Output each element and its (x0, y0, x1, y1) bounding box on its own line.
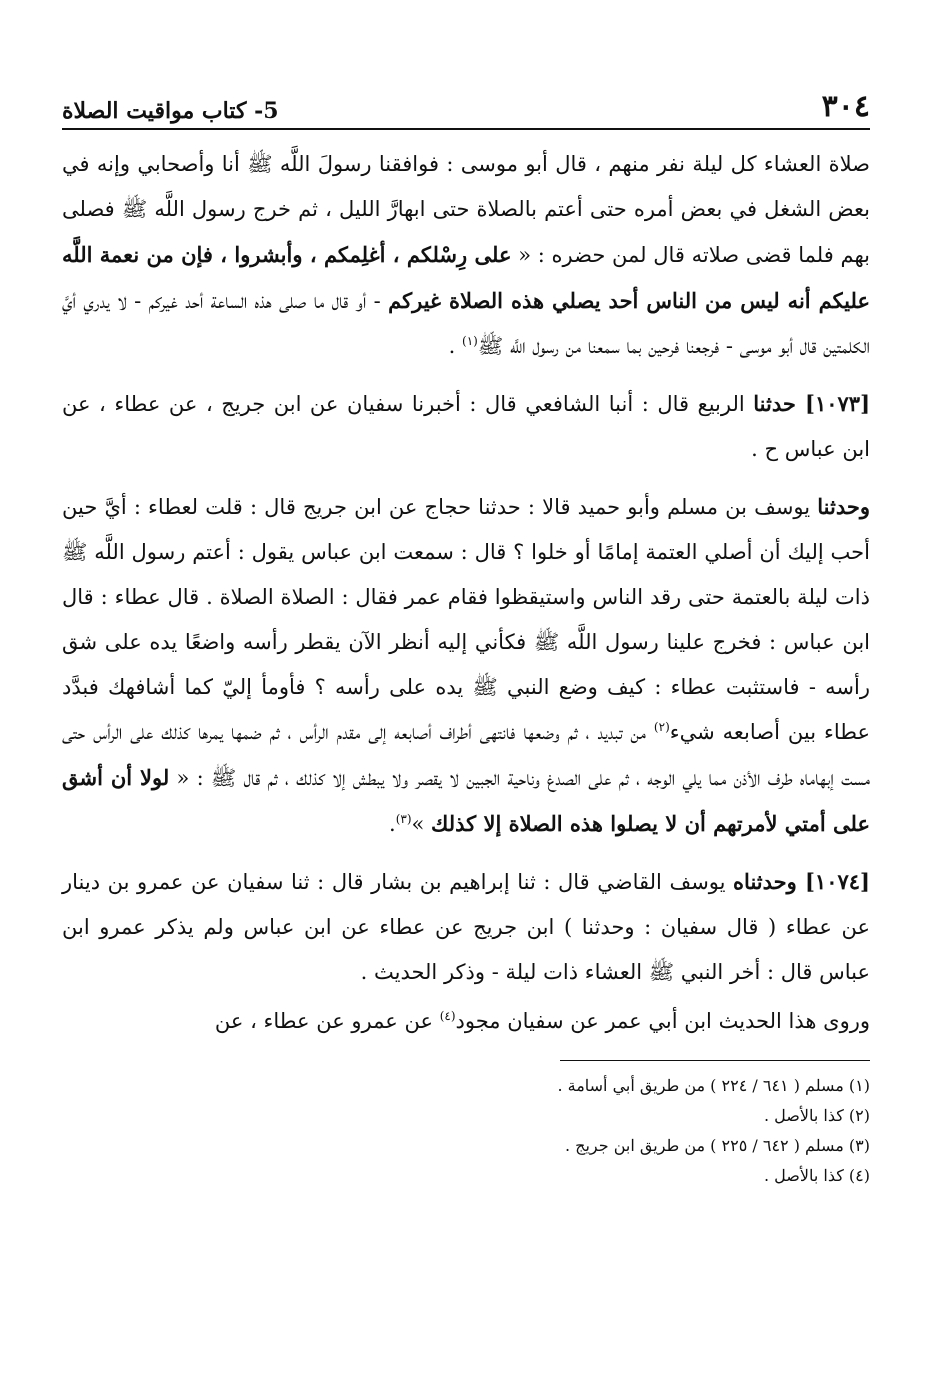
footnote-4: (٤) كذا بالأصل . (763, 1166, 870, 1185)
footnotes (62, 1071, 870, 1191)
bold-text-run: وحدثنا (817, 494, 870, 519)
bold-text-run: لولا أن أشق على أمتي لأمرتهم أن لا يصلوا هذه الصلاة إلا كذلك (62, 765, 870, 836)
paragraph-continuation (62, 142, 870, 369)
running-header (62, 70, 870, 130)
text-run: يوسف بن مسلم وأبو حميد قالا : حدثنا حجاج عن ابن جريج قال : قلت لعطاء : أيَّ حين أحب إليك أن أصلي العتمة إمامًا أو خلوا ؟ قال : سمعت ابن عباس يقول : أعتم رسول اللَّه ﷺ ذات ليلة بالعتمة حتى رقد الناس واستيقظوا فقام عمر فقال : الصلاة الصلاة . قال عطاء : قال ابن عباس : فخرج علينا رسول اللَّه ﷺ فكأني إليه أنظر الآن يقطر رأسه واضعًا يده على شق رأسه - فاستثبت عطاء : كيف وضع النبي ﷺ يده على رأسه ؟ فأومأ إليّ كما أشافهك فبدَّد عطاء بين أصابعه شيء (62, 495, 871, 744)
text-run: . (448, 334, 462, 358)
footnote-marker: (٤) (439, 1009, 456, 1023)
bold-text-run: على رِسْلكم ، أغلِمكم ، وأبشروا ، فإن من نعمة اللَّه عليكم أنه ليس من الناس أحد يصلي هذه الصلاة غيركم (62, 242, 871, 313)
hadith-1073-paragraph (62, 381, 870, 472)
closing-paragraph (62, 999, 870, 1044)
footnote-1: (١) مسلم ( ٦٤١ / ٢٢٤ ) من طريق أبي أسامة . (557, 1076, 870, 1095)
footnote-marker: (١) (462, 334, 478, 348)
hadith-1074-paragraph (62, 859, 870, 995)
text-run: صلاة العشاء كل ليلة نفر منهم ، قال أبو موسى : فوافقنا رسولَ اللَّه ﷺ أنا وأصحابي وإنه في بعض الشغل في بعض أمره حتى أعتم بالصلاة حتى ابهارَّ الليل ، ثم خرج رسول اللَّه ﷺ فصلى بهم فلما قضى صلاته قال لمن حضره : « (62, 152, 870, 267)
bold-text-run: [١٠٧٣] حدثنا (753, 391, 870, 416)
text-run: من تبديد ، ثم وضعها فانتهى أطراف أصابعه إلى مقدم الرأس ، ثم ضمها يمرها كذلك على الرأس حتى مست إبهاماه طرف الأذن مما يلي الوجه ، ثم على الصدغ وناحية الجبين لا يقصر ولا يبطش إلا كذلك ، ثم قال ﷺ : « (62, 720, 871, 790)
text-run: » (411, 812, 432, 836)
text-run: الربيع قال : أنبا الشافعي قال : أخبرنا سفيان عن ابن جريج ، عن عطاء ، عن ابن عباس ح . (62, 392, 870, 461)
footnote-divider (560, 1060, 870, 1061)
text-run: - أو قال ما صلى هذه الساعة أحد غيركم - لا يدري أيَّ الكلمتين قال أبو موسى - فرجعنا فرحين بما سمعنا من رسول اللَّه ﷺ (62, 289, 870, 358)
book-page (62, 70, 870, 1310)
bold-text-run: [١٠٧٤] وحدثناه (733, 869, 870, 894)
footnote-marker: (٣) (395, 812, 412, 826)
footnote-2: (٢) كذا بالأصل . (763, 1106, 870, 1125)
chapter-title: 5- كتاب مواقيت الصلاة (62, 98, 279, 124)
page-number: ٣٠٤ (821, 89, 870, 124)
footnote-3: (٣) مسلم ( ٦٤٢ / ٢٢٥ ) من طريق ابن جريج . (564, 1136, 870, 1155)
text-run: وروى هذا الحديث ابن أبي عمر عن سفيان مجود (455, 1009, 870, 1033)
text-run: عن عمرو عن عطاء ، عن (214, 1009, 440, 1033)
text-run: يوسف القاضي قال : ثنا إبراهيم بن بشار قال : ثنا سفيان عن عمرو بن دينار عن عطاء ( قال سفيان : وحدثنا ) ابن جريج عن عطاء عن ابن عباس ولم يذكر عمرو ابن عباس قال : أخر النبي ﷺ العشاء ذات ليلة - وذكر الحديث . (62, 870, 870, 984)
text-run: . (389, 812, 396, 836)
page-body (62, 142, 870, 1044)
hadith-1073-second-chain-paragraph (62, 484, 870, 847)
footnote-marker: (٢) (653, 720, 670, 734)
